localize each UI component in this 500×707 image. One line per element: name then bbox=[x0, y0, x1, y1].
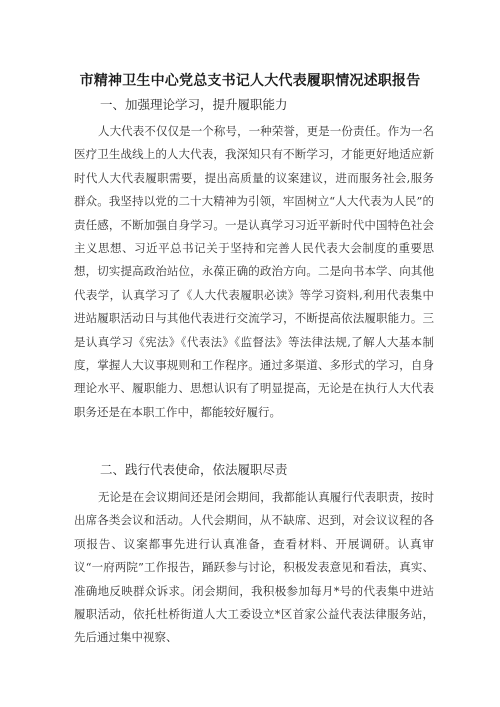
section-paragraph-2: 无论是在会议期间还是闭会期间，我都能认真履行代表职责，按时出席各类会议和活动。人代会期间，从不缺席、迟到，对会议议程的各项报告、议案都事先进行认真准备，查看材料、开展调研。认真审议“一府两院”工作报告，踊跃参与讨论，积极发表意见和看法，真实、准确地反映群众诉求。闭会期间，我积极参加每月*号的代表集中进站履职活动，依托杜桥街道人大工委设立*区首家公益代表法律服务站，先后通过集中视察、 bbox=[74, 490, 434, 645]
section-heading-1: 一、加强理论学习，提升履职能力 bbox=[100, 97, 288, 112]
section-heading-2: 二、践行代表使命，依法履职尽责 bbox=[100, 462, 288, 477]
document-title: 市精神卫生中心党总支书记人大代表履职情况述职报告 bbox=[79, 73, 421, 89]
section-paragraph-1: 人大代表不仅仅是一个称号，一种荣誉，更是一份责任。作为一名医疗卫生战线上的人大代表，我深知只有不断学习，才能更好地适应新时代人大代表履职需要，提出高质量的议案建议，进而服务社会,服务群众。我坚持以党的二十大精神为引领，牢固树立“人大代表为人民”的责任感，不断加强自身学习。一是认真学习习近平新时代中国特色社会主义思想、习近平总书记关于坚持和完善人民代表大会制度的重要思想，切实提高政治站位，永葆正确的政治方向。二是向书本学、向其他代表学，认真学习了《人大代表履职必读》等学习资料,利用代表集中进站履职活动日与其他代表进行交流学习，不断提高依法履职能力。三是认真学习《宪法》《代表法》《监督法》等法律法规,了解人大基本制度，掌握人大议事规则和工作程序。通过多渠道、多形式的学习，自身理论水平、履职能力、思想认识有了明显提高，无论是在执行人大代表职务还是在本职工作中，都能较好履行。 bbox=[74, 124, 434, 419]
